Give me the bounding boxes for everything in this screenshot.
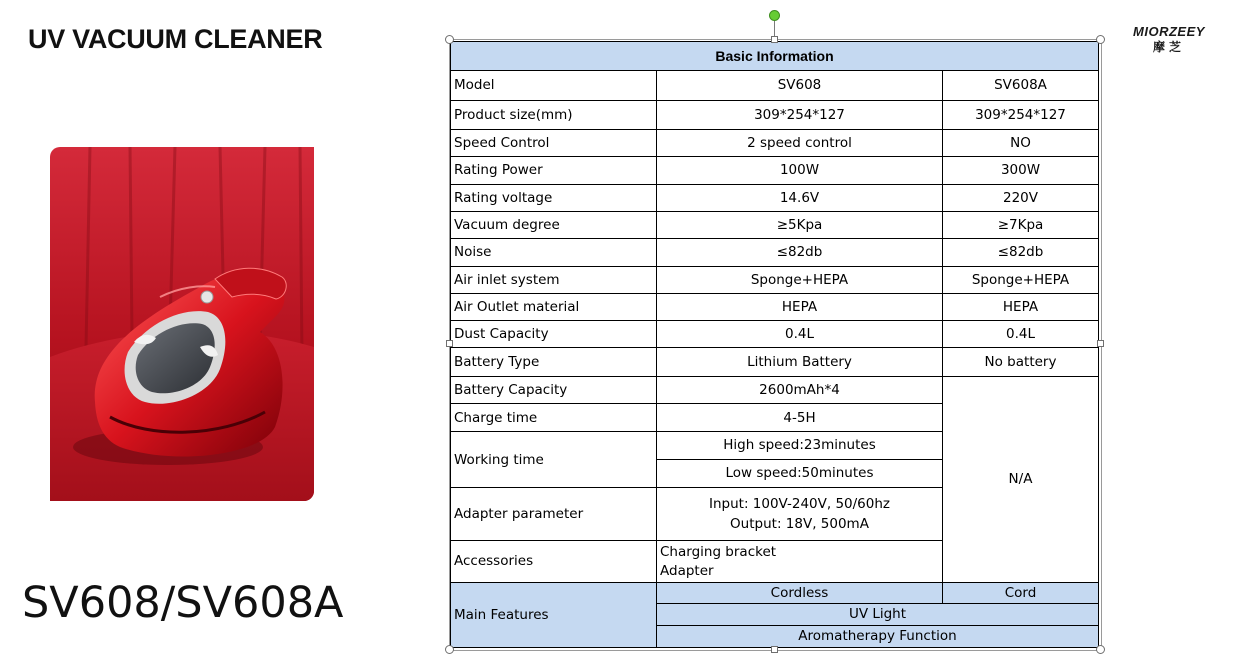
cell-sv608a: 309*254*127 xyxy=(943,100,1099,129)
cell-sv608a: 0.4L xyxy=(943,321,1099,348)
table-row xyxy=(451,583,1099,604)
cell-sv608-adapter xyxy=(657,488,943,541)
resize-handle-bottom-middle[interactable] xyxy=(771,646,778,653)
cell-sv608-high: High speed:23minutes xyxy=(657,432,943,459)
brand-logo xyxy=(1126,24,1212,55)
table-row xyxy=(451,129,1099,156)
cell-feature-aroma: Aromatherapy Function xyxy=(657,625,1099,647)
table-row xyxy=(451,239,1099,266)
resize-handle-top-right[interactable] xyxy=(1096,35,1105,44)
row-label: Speed Control xyxy=(451,129,657,156)
cell-sv608: 2600mAh*4 xyxy=(657,376,943,403)
cell-sv608-low: Low speed:50minutes xyxy=(657,459,943,487)
cell-sv608a: 220V xyxy=(943,184,1099,211)
cell-sv608: Sponge+HEPA xyxy=(657,266,943,293)
adapter-input: Input: 100V-240V, 50/60hz xyxy=(708,495,890,512)
row-label: Air Outlet material xyxy=(451,293,657,320)
table-row xyxy=(451,266,1099,293)
cell-sv608a: ≤82db xyxy=(943,239,1099,266)
adapter-output: Output: 18V, 500mA xyxy=(730,515,869,532)
row-label: Vacuum degree xyxy=(451,211,657,238)
row-label: Rating Power xyxy=(451,157,657,184)
page-title: UV VACUUM CLEANER xyxy=(28,24,323,54)
row-label: Product size(mm) xyxy=(451,100,657,129)
cell-sv608: 14.6V xyxy=(657,184,943,211)
cell-sv608a: HEPA xyxy=(943,293,1099,320)
cell-sv608: SV608 xyxy=(657,71,943,100)
model-name-label: SV608/SV608A xyxy=(22,578,344,628)
table-row xyxy=(451,157,1099,184)
rotate-handle[interactable] xyxy=(769,10,780,21)
table-row xyxy=(451,184,1099,211)
row-label: Accessories xyxy=(451,540,657,582)
cell-sv608: Lithium Battery xyxy=(657,348,943,376)
cell-sv608-feature: Cordless xyxy=(657,583,943,604)
cell-sv608a: 300W xyxy=(943,157,1099,184)
brand-logo-en: MIORZEEY xyxy=(1133,24,1205,39)
row-label: Air inlet system xyxy=(451,266,657,293)
row-label: Noise xyxy=(451,239,657,266)
accessory-item: Charging bracket xyxy=(660,543,777,560)
cell-feature-uv: UV Light xyxy=(657,604,1099,625)
row-label: Charge time xyxy=(451,404,657,432)
cell-sv608a: No battery xyxy=(943,348,1099,376)
cell-sv608-accessories xyxy=(657,540,943,582)
table-row xyxy=(451,211,1099,238)
table-title: Basic Information xyxy=(451,42,1099,71)
cell-sv608: HEPA xyxy=(657,293,943,320)
table-row xyxy=(451,71,1099,100)
resize-handle-top-middle[interactable] xyxy=(771,36,778,43)
cell-sv608a: NO xyxy=(943,129,1099,156)
resize-handle-bottom-left[interactable] xyxy=(445,645,454,654)
cell-sv608a-na: N/A xyxy=(943,376,1099,582)
cell-sv608: ≤82db xyxy=(657,239,943,266)
cell-sv608a: Sponge+HEPA xyxy=(943,266,1099,293)
row-label: Dust Capacity xyxy=(451,321,657,348)
resize-handle-bottom-right[interactable] xyxy=(1096,645,1105,654)
row-label: Main Features xyxy=(451,583,657,648)
spec-table xyxy=(450,41,1099,648)
row-label: Battery Type xyxy=(451,348,657,376)
resize-handle-middle-left[interactable] xyxy=(446,340,453,347)
cell-sv608: 100W xyxy=(657,157,943,184)
row-label: Working time xyxy=(451,432,657,488)
spec-table-container[interactable] xyxy=(450,41,1101,649)
row-label: Adapter parameter xyxy=(451,488,657,541)
row-label: Battery Capacity xyxy=(451,376,657,403)
brand-logo-cn: 摩芝 xyxy=(1152,40,1185,54)
resize-handle-middle-right[interactable] xyxy=(1097,340,1104,347)
table-row xyxy=(451,376,1099,403)
cell-sv608a: ≥7Kpa xyxy=(943,211,1099,238)
product-photo xyxy=(50,147,314,501)
cell-sv608: 309*254*127 xyxy=(657,100,943,129)
cell-sv608: 2 speed control xyxy=(657,129,943,156)
cell-sv608a: SV608A xyxy=(943,71,1099,100)
cell-sv608: 4-5H xyxy=(657,404,943,432)
table-row xyxy=(451,100,1099,129)
resize-handle-top-left[interactable] xyxy=(445,35,454,44)
cell-sv608: ≥5Kpa xyxy=(657,211,943,238)
accessory-item: Adapter xyxy=(660,562,714,579)
uv-vacuum-cleaner-image xyxy=(50,147,314,501)
row-label: Model xyxy=(451,71,657,100)
row-label: Rating voltage xyxy=(451,184,657,211)
table-title-row xyxy=(451,42,1099,71)
cell-sv608: 0.4L xyxy=(657,321,943,348)
cell-sv608a-feature: Cord xyxy=(943,583,1099,604)
table-row xyxy=(451,321,1099,348)
table-row xyxy=(451,348,1099,376)
table-row xyxy=(451,293,1099,320)
